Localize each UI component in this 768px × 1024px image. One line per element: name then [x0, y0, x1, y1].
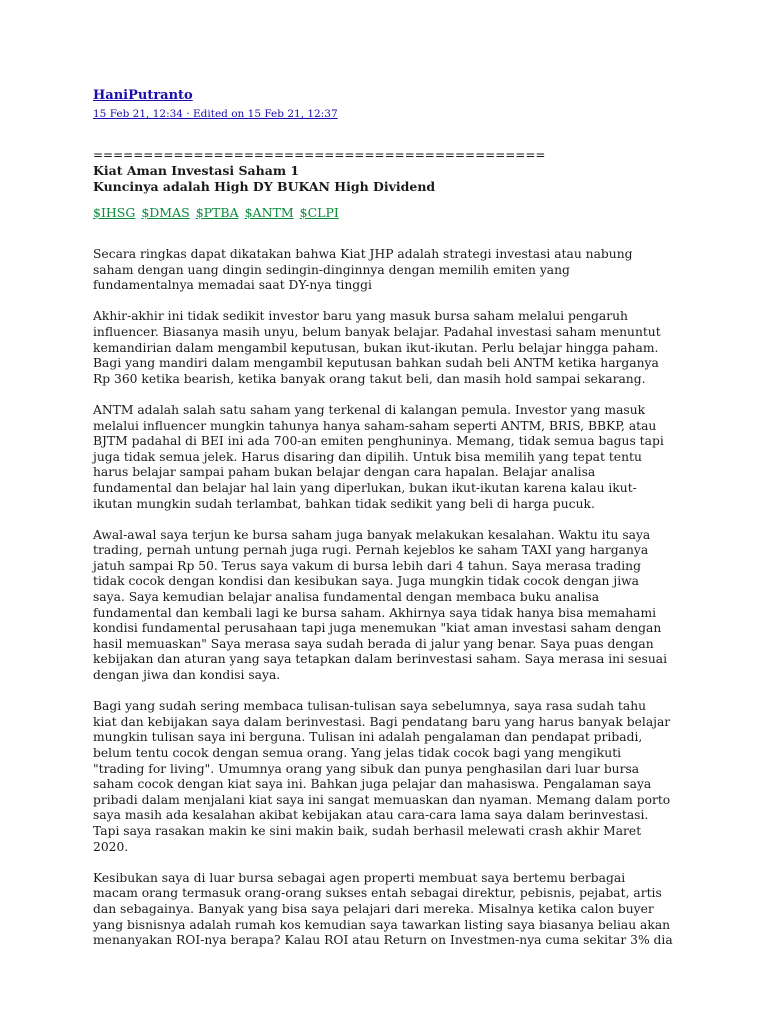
ticker-link-clpi[interactable]: $CLPI: [299, 205, 339, 220]
paragraph: Kesibukan saya di luar bursa sebagai agen properti membuat saya bertemu berbagai macam orang termasuk orang-orang sukses entah sebagai direktur, pebisnis, pejabat, artis dan sebagainya. Banyak yang bisa saya pelajari dari mereka. Misalnya ketika calon buyer yang bisnisnya adalah rumah kos kemudian saya tawarkan listing saya biasanya beliau akan menanyakan ROI-nya berapa? Kalau ROI atau Return on Investmen-nya cuma sekitar 3% dia: [93, 870, 673, 948]
paragraph: Akhir-akhir ini tidak sedikit investor baru yang masuk bursa saham melalui pengaruh influencer. Biasanya masih unyu, belum banyak belajar. Padahal investasi saham menuntut kemandirian dalam mengambil keputusan, bukan ikut-ikutan. Perlu belajar hingga paham. Bagi yang mandiri dalam mengambil keputusan bahkan sudah beli ANTM ketika harganya Rp 360 ketika bearish, ketika banyak orang takut beli, dan masih hold sampai sekarang.: [93, 309, 661, 386]
ticker-link-ihsg[interactable]: $IHSG: [93, 205, 136, 220]
separator-line: =============================================: [93, 148, 546, 162]
post: [93, 86, 673, 964]
post-timestamp[interactable]: 15 Feb 21, 12:34 · Edited on 15 Feb 21, 12:37: [93, 108, 338, 120]
paragraph: ANTM adalah salah satu saham yang terkenal di kalangan pemula. Investor yang masuk melalui influencer mungkin tahunya hanya saham-saham seperti ANTM, BRIS, BBKP, atau BJTM padahal di BEI ini ada 700-an emiten penghuninya. Memang, tidak semua bagus tapi juga tidak semua jelek. Harus disaring dan dipilih. Untuk bisa memilih yang tepat tentu harus belajar sampai paham bukan belajar dengan cara hapalan. Belajar analisa fundamental dan belajar hal lain yang diperlukan, bukan ikut-ikutan karena kalau ikut-ikutan mungkin sudah terlambat, bahkan tidak sedikit yang beli di harga pucuk.: [93, 402, 664, 511]
ticker-link-ptba[interactable]: $PTBA: [195, 205, 239, 220]
post-subtitle: Kuncinya adalah High DY BUKAN High Dividend: [93, 179, 436, 194]
paragraph: Awal-awal saya terjun ke bursa saham juga banyak melakukan kesalahan. Waktu itu saya trading, pernah untung pernah juga rugi. Pernah kejeblos ke saham TAXI yang harganya jatuh sampai Rp 50. Terus saya vakum di bursa lebih dari 4 tahun. Saya merasa trading tidak cocok dengan kondisi dan kesibukan saya. Juga mungkin tidak cocok dengan jiwa saya. Saya kemudian belajar analisa fundamental dengan membaca buku analisa fundamental dan kembali lagi ke bursa saham. Akhirnya saya tidak hanya bisa memahami kondisi fundamental perusahaan tapi juga menemukan "kiat aman investasi saham dengan hasil memuaskan" Saya merasa saya sudah berada di jalur yang benar. Saya puas dengan kebijakan dan aturan yang saya tetapkan dalam berinvestasi saham. Saya merasa ini sesuai dengan jiwa dan kondisi saya.: [93, 527, 667, 683]
post-title: Kiat Aman Investasi Saham 1: [93, 163, 300, 178]
paragraph: Secara ringkas dapat dikatakan bahwa Kiat JHP adalah strategi investasi atau nabung saham dengan uang dingin sedingin-dinginnya dengan memilih emiten yang fundamentalnya memadai saat DY-nya tinggi: [93, 247, 633, 293]
author-link[interactable]: HaniPutranto: [93, 88, 193, 103]
paragraph: Bagi yang sudah sering membaca tulisan-tulisan saya sebelumnya, saya rasa sudah tahu kiat dan kebijakan saya dalam berinvestasi. Bagi pendatang baru yang harus banyak belajar mungkin tulisan saya ini berguna. Tulisan ini adalah pengalaman dan pendapat pribadi, belum tentu cocok dengan semua orang. Yang jelas tidak cocok bagi yang mengikuti "trading for living". Umumnya orang yang sibuk dan punya penghasilan dari luar bursa saham cocok dengan kiat saya ini. Bahkan juga pelajar dan mahasiswa. Pengalaman saya pribadi dalam menjalani kiat saya ini sangat memuaskan dan nyaman. Memang dalam porto saya masih ada kesalahan akibat kebijakan atau cara-cara lama saya dalam berinvestasi. Tapi saya rasakan makin ke sini makin baik, sudah berhasil melewati crash akhir Maret 2020.: [93, 699, 671, 854]
ticker-link-dmas[interactable]: $DMAS: [141, 205, 190, 220]
ticker-link-antm[interactable]: $ANTM: [244, 205, 294, 220]
post-body: [93, 247, 673, 949]
ticker-list: [93, 205, 673, 221]
